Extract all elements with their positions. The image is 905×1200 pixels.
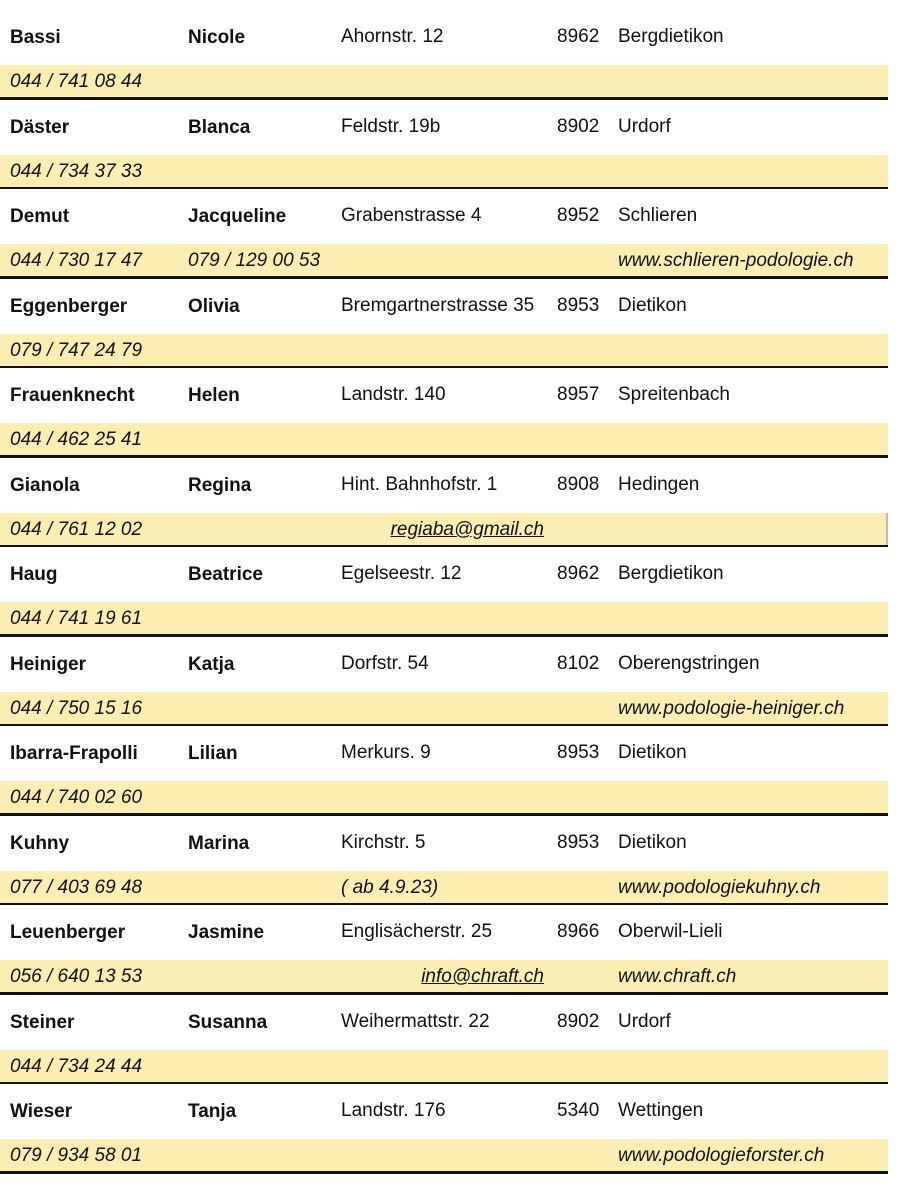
postal-code: 8102: [557, 653, 600, 674]
entry-name-address-row: [0, 10, 888, 65]
first-name: Blanca: [188, 117, 251, 138]
directory-entry: [0, 995, 888, 1084]
email-link[interactable]: regiaba@gmail.ch: [390, 519, 544, 540]
phone-number: 044 / 730 17 47: [10, 250, 143, 271]
first-name: Nicole: [188, 27, 246, 48]
first-name: Susanna: [188, 1012, 268, 1033]
postal-code: 8902: [557, 1011, 600, 1032]
entry-name-address-row: [0, 637, 888, 692]
entry-contact-row: [0, 1050, 888, 1084]
entry-name-address-row: [0, 726, 888, 781]
last-name: Frauenknecht: [10, 385, 135, 406]
entry-name-address-row: [0, 816, 888, 871]
entry-contact-row: [0, 1139, 888, 1173]
entry-name-address-row: [0, 279, 888, 334]
entry-contact-row: [0, 692, 888, 726]
postal-code: 8952: [557, 205, 600, 226]
city: Dietikon: [618, 295, 687, 316]
directory-entry: [0, 1084, 888, 1173]
mobile-number: 079 / 129 00 53: [188, 250, 321, 271]
phone-number: 044 / 734 37 33: [10, 161, 143, 182]
last-name: Heiniger: [10, 654, 87, 675]
first-name: Olivia: [188, 296, 240, 317]
city: Spreitenbach: [618, 384, 730, 405]
entry-contact-row: [0, 781, 888, 815]
city: Bergdietikon: [618, 563, 724, 584]
entry-name-address-row: [0, 458, 888, 513]
directory-entry: [0, 368, 888, 457]
first-name: Beatrice: [188, 564, 263, 585]
directory-entry: [0, 637, 888, 726]
entry-name-address-row: [0, 189, 888, 244]
email-link[interactable]: info@chraft.ch: [421, 966, 544, 987]
street-address: Hint. Bahnhofstr. 1: [341, 474, 498, 495]
postal-code: 8953: [557, 832, 600, 853]
postal-code: 8962: [557, 26, 600, 47]
street-address: Dorfstr. 54: [341, 653, 429, 674]
phone-number: 044 / 462 25 41: [10, 429, 143, 450]
directory-entry: [0, 100, 888, 189]
phone-number: 056 / 640 13 53: [10, 966, 143, 987]
directory-entry: [0, 458, 888, 547]
street-address: Englisächerstr. 25: [341, 921, 493, 942]
phone-number: 044 / 741 08 44: [10, 71, 143, 92]
first-name: Tanja: [188, 1101, 237, 1122]
city: Oberwil-Lieli: [618, 921, 723, 942]
entry-contact-row: [0, 65, 888, 99]
street-address: Kirchstr. 5: [341, 832, 426, 853]
directory-entry: [0, 726, 888, 815]
entry-contact-row: [0, 244, 888, 278]
last-name: Wieser: [10, 1101, 73, 1122]
city: Urdorf: [618, 116, 671, 137]
phone-number: 077 / 403 69 48: [10, 877, 143, 898]
directory-entry: [0, 189, 888, 278]
first-name: Lilian: [188, 743, 238, 764]
postal-code: 8966: [557, 921, 600, 942]
entry-name-address-row: [0, 995, 888, 1050]
city: Bergdietikon: [618, 26, 724, 47]
first-name: Regina: [188, 475, 252, 496]
phone-number: 044 / 741 19 61: [10, 608, 143, 629]
start-date-note: ( ab 4.9.23): [341, 877, 439, 898]
last-name: Kuhny: [10, 833, 70, 854]
cell-border: [886, 513, 888, 547]
street-address: Feldstr. 19b: [341, 116, 441, 137]
street-address: Ahornstr. 12: [341, 26, 444, 47]
entry-name-address-row: [0, 547, 888, 602]
postal-code: 8957: [557, 384, 600, 405]
first-name: Helen: [188, 385, 240, 406]
city: Dietikon: [618, 832, 687, 853]
street-address: Weihermattstr. 22: [341, 1011, 490, 1032]
postal-code: 8953: [557, 742, 600, 763]
street-address: Landstr. 140: [341, 384, 446, 405]
entry-divider: [0, 1171, 888, 1174]
last-name: Bassi: [10, 27, 61, 48]
last-name: Haug: [10, 564, 58, 585]
city: Urdorf: [618, 1011, 671, 1032]
street-address: Merkurs. 9: [341, 742, 431, 763]
last-name: Demut: [10, 206, 70, 227]
last-name: Gianola: [10, 475, 80, 496]
postal-code: 5340: [557, 1100, 600, 1121]
city: Dietikon: [618, 742, 687, 763]
entry-name-address-row: [0, 1084, 888, 1139]
entry-name-address-row: [0, 905, 888, 960]
first-name: Katja: [188, 654, 235, 675]
phone-number: 079 / 747 24 79: [10, 340, 143, 361]
street-address: Bremgartnerstrasse 35: [341, 295, 535, 316]
phone-number: 079 / 934 58 01: [10, 1145, 143, 1166]
entry-contact-row: [0, 155, 888, 189]
city: Wettingen: [618, 1100, 704, 1121]
street-address: Landstr. 176: [341, 1100, 446, 1121]
first-name: Marina: [188, 833, 250, 854]
city: Hedingen: [618, 474, 700, 495]
street-address: Grabenstrasse 4: [341, 205, 482, 226]
website-link[interactable]: www.podologie-heiniger.ch: [618, 698, 845, 719]
street-address: Egelseestr. 12: [341, 563, 462, 584]
last-name: Däster: [10, 117, 70, 138]
phone-number: 044 / 761 12 02: [10, 519, 143, 540]
last-name: Steiner: [10, 1012, 75, 1033]
directory-entry: [0, 10, 888, 99]
entry-name-address-row: [0, 100, 888, 155]
entry-contact-row: [0, 513, 888, 547]
postal-code: 8908: [557, 474, 600, 495]
last-name: Eggenberger: [10, 296, 128, 317]
city: Schlieren: [618, 205, 698, 226]
website-link[interactable]: www.podologieforster.ch: [618, 1145, 825, 1166]
directory-entry: [0, 816, 888, 905]
city: Oberengstringen: [618, 653, 760, 674]
website-link[interactable]: www.chraft.ch: [618, 966, 737, 987]
entry-contact-row: [0, 334, 888, 368]
phone-number: 044 / 740 02 60: [10, 787, 143, 808]
phone-number: 044 / 750 15 16: [10, 698, 143, 719]
postal-code: 8962: [557, 563, 600, 584]
directory-entry: [0, 279, 888, 368]
entry-contact-row: [0, 960, 888, 994]
directory-entry: [0, 547, 888, 636]
last-name: Ibarra-Frapolli: [10, 743, 138, 764]
last-name: Leuenberger: [10, 922, 126, 943]
directory-entry: [0, 905, 888, 994]
first-name: Jacqueline: [188, 206, 287, 227]
entry-contact-row: [0, 871, 888, 905]
postal-code: 8902: [557, 116, 600, 137]
website-link[interactable]: www.schlieren-podologie.ch: [618, 250, 854, 271]
first-name: Jasmine: [188, 922, 265, 943]
website-link[interactable]: www.podologiekuhny.ch: [618, 877, 821, 898]
entry-name-address-row: [0, 368, 888, 423]
postal-code: 8953: [557, 295, 600, 316]
entry-contact-row: [0, 602, 888, 636]
phone-number: 044 / 734 24 44: [10, 1056, 143, 1077]
entry-contact-row: [0, 423, 888, 457]
